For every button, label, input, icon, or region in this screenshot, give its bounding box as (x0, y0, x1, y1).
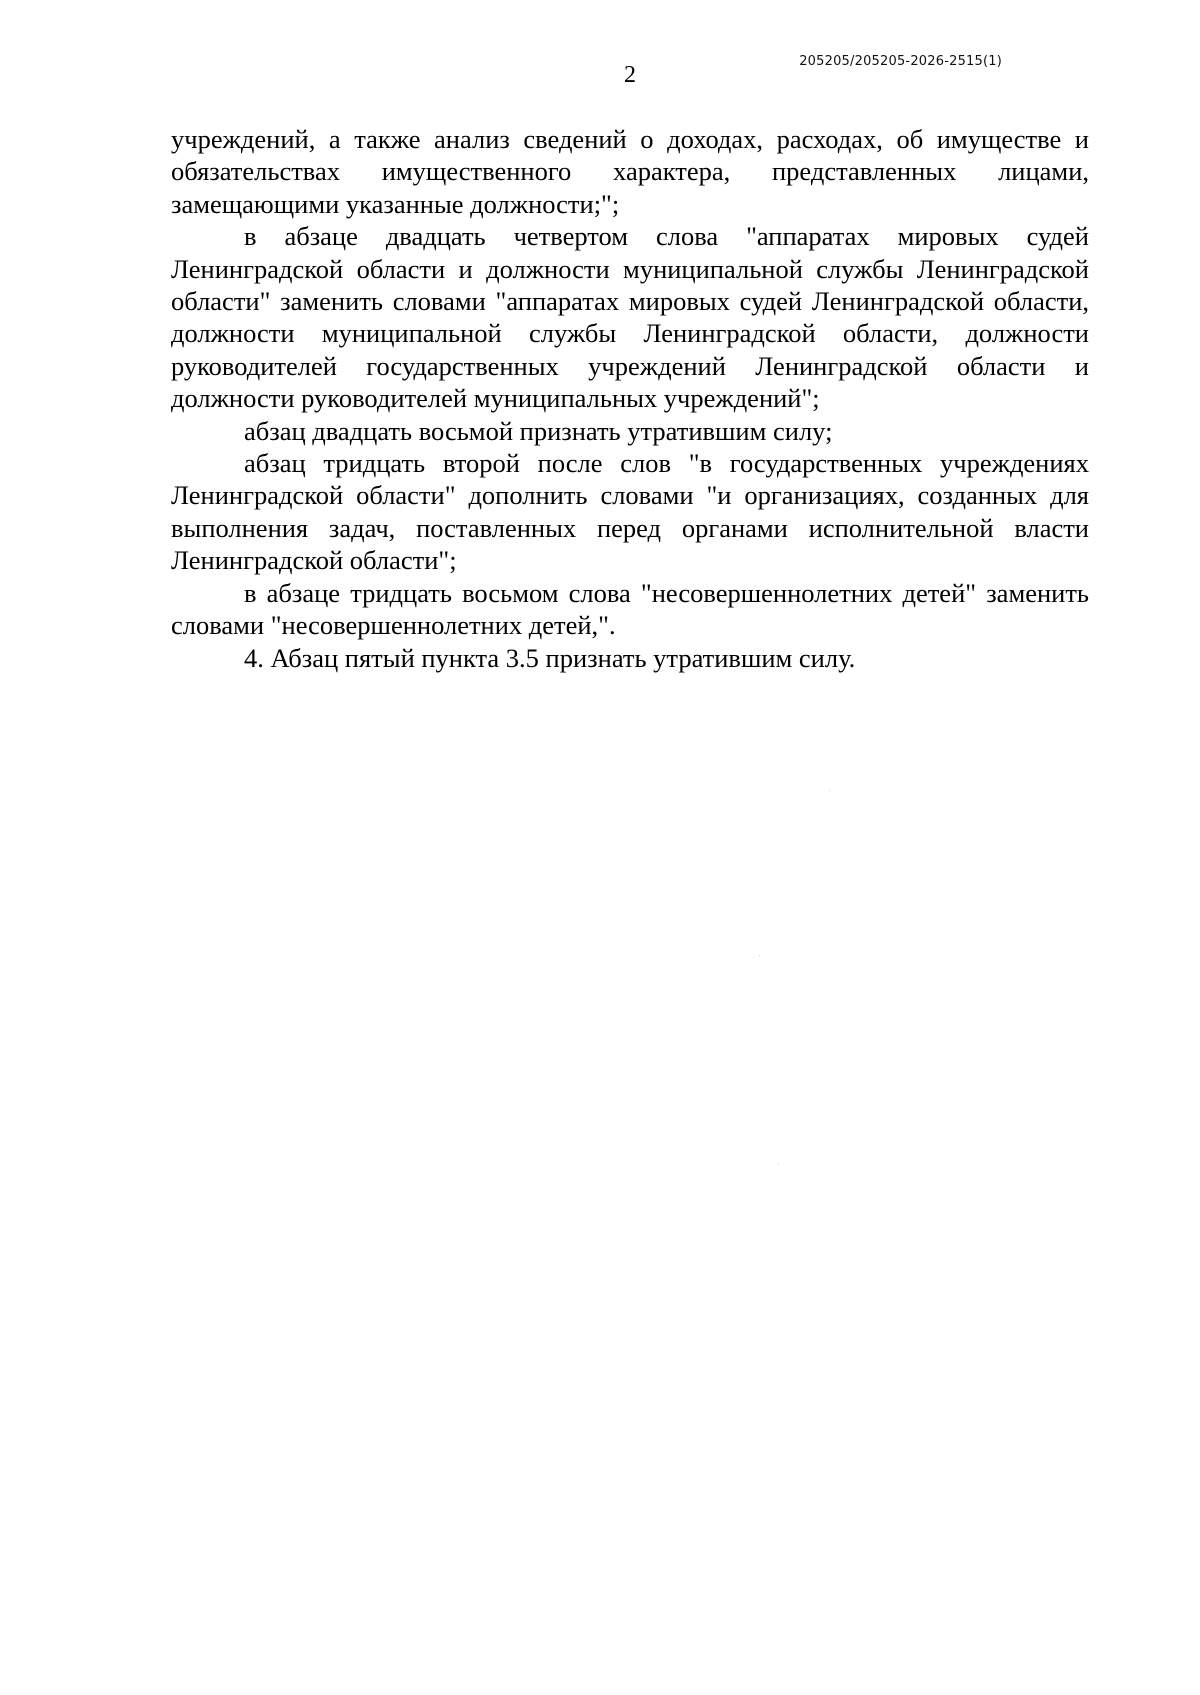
paragraph-item-4: 4. Абзац пятый пункта 3.5 признать утратившим силу. (244, 642, 856, 673)
paragraph-amendment-24: в абзаце двадцать четвертом слова "аппаратах мировых судей Ленинградской области и должности муниципальной службы Ленинградской области" заменить словами "аппаратах мировых судей Ленинградской области, должности муниципальной службы Ленинградской области, должности руководителей государственных учреждений Ленинградской области и должности руководителей муниципальных учреждений"; (171, 221, 1089, 414)
paragraph-amendment-32: абзац тридцать второй после слов "в государственных учреждениях Ленинградской области" дополнить словами "и организациях, созданных для выполнения задач, поставленных перед органами исполнительной власти Ленинградской области"; (171, 448, 1089, 576)
scan-speck (759, 955, 760, 956)
scan-speck (778, 1163, 779, 1164)
document-body (171, 123, 1089, 674)
paragraph-amendment-28: абзац двадцать восьмой признать утратившим силу; (244, 415, 833, 446)
page-number: 2 (624, 62, 636, 88)
document-id: 205205/205205-2026-2515(1) (799, 54, 1002, 69)
scan-speck (829, 790, 830, 791)
paragraph-continuation: учреждений, а также анализ сведений о доходах, расходах, об имуществе и обязательствах имущественного характера, представленных лицами, замещающими указанные должности;"; (171, 124, 1089, 219)
paragraph-amendment-38: в абзаце тридцать восьмом слова "несовершеннолетних детей" заменить словами "несовершеннолетних детей,". (171, 577, 1089, 641)
